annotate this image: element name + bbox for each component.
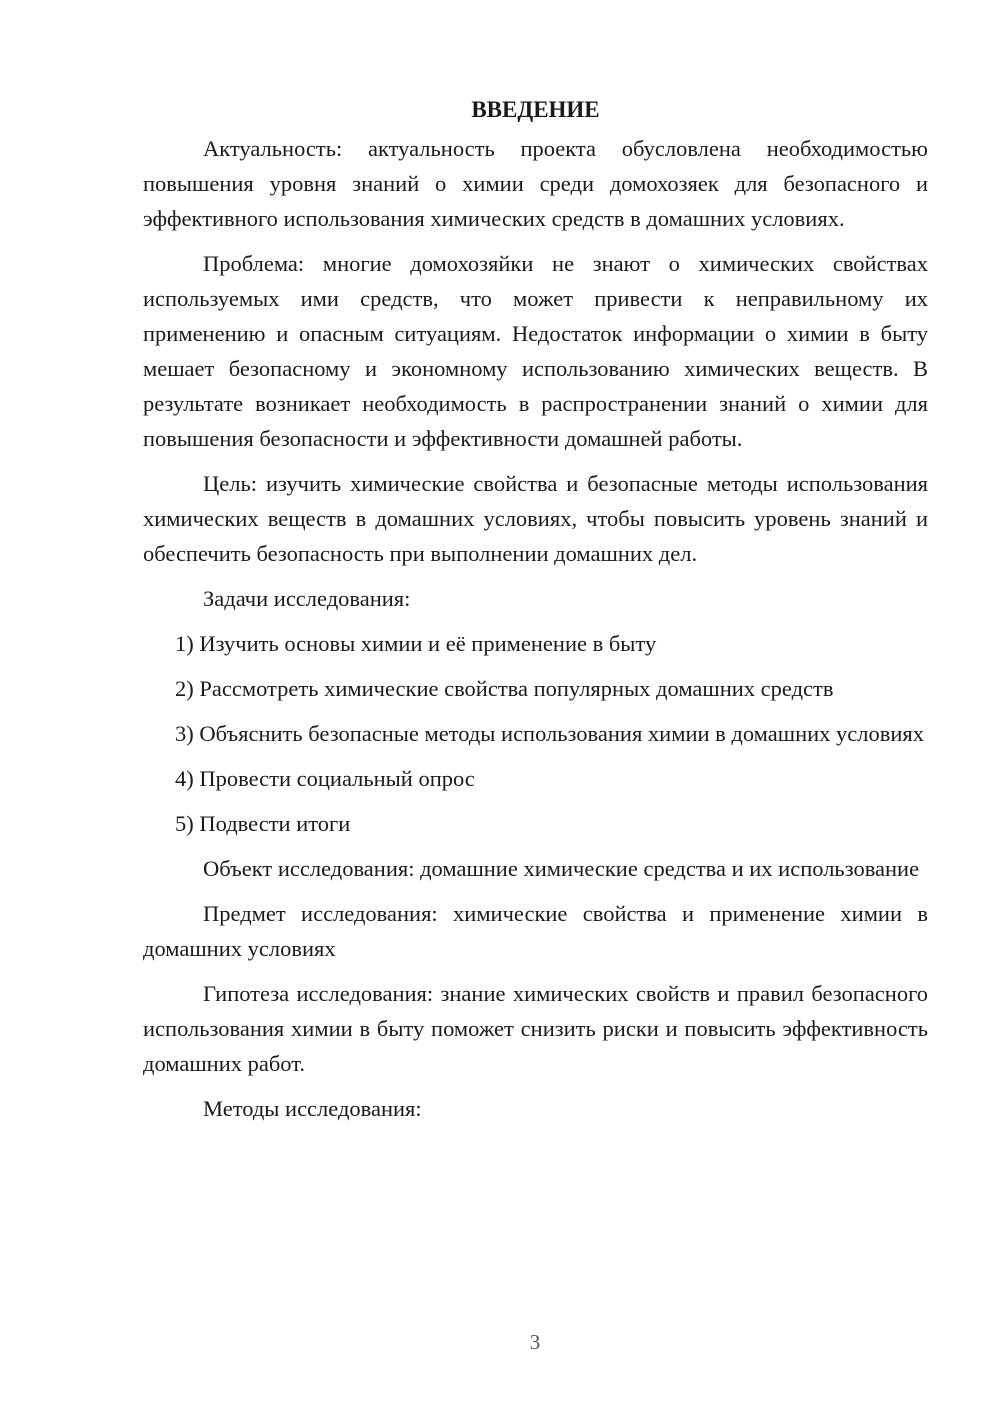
methods-heading: Методы исследования: [203,1096,422,1121]
document-page [143,92,928,1136]
task-item: 1) Изучить основы химии и её применение в быту [175,631,657,656]
tasks-heading: Задачи исследования: [203,586,411,611]
paragraph-goal: Цель: изучить химические свойства и безопасные методы использования химических веществ в домашних условиях, чтобы повысить уровень знаний и обеспечить безопасность при выполнении домашних дел. [143,471,928,566]
page-number: 3 [529,1330,541,1354]
paragraph-object: Объект исследования: домашние химические средства и их использование [203,856,920,881]
task-item: 3) Объяснить безопасные методы использования химии в домашних условиях [175,721,925,746]
paragraph-problem: Проблема: многие домохозяйки не знают о химических свойствах используемых ими средств, что может привести к неправильному их применению и опасным ситуациям. Недостаток информации о химии в быту мешает безопасному и экономному использованию химических веществ. В результате возникает необходимость в распространении знаний о химии для повышения безопасности и эффективности домашней работы. [143,251,928,451]
task-item: 4) Провести социальный опрос [175,766,475,791]
paragraph-relevance: Актуальность: актуальность проекта обусловлена необходимостью повышения уровня знаний о химии среди домохозяек для безопасного и эффективного использования химических средств в домашних условиях. [143,136,928,231]
task-item: 2) Рассмотреть химические свойства популярных домашних средств [175,676,834,701]
paragraph-hypothesis: Гипотеза исследования: знание химических свойств и правил безопасного использования химии в быту поможет снизить риски и повысить эффективность домашних работ. [143,981,928,1076]
task-item: 5) Подвести итоги [175,811,351,836]
paragraph-subject: Предмет исследования: химические свойства и применение химии в домашних условиях [143,901,928,961]
section-title: ВВЕДЕНИЕ [471,97,600,122]
